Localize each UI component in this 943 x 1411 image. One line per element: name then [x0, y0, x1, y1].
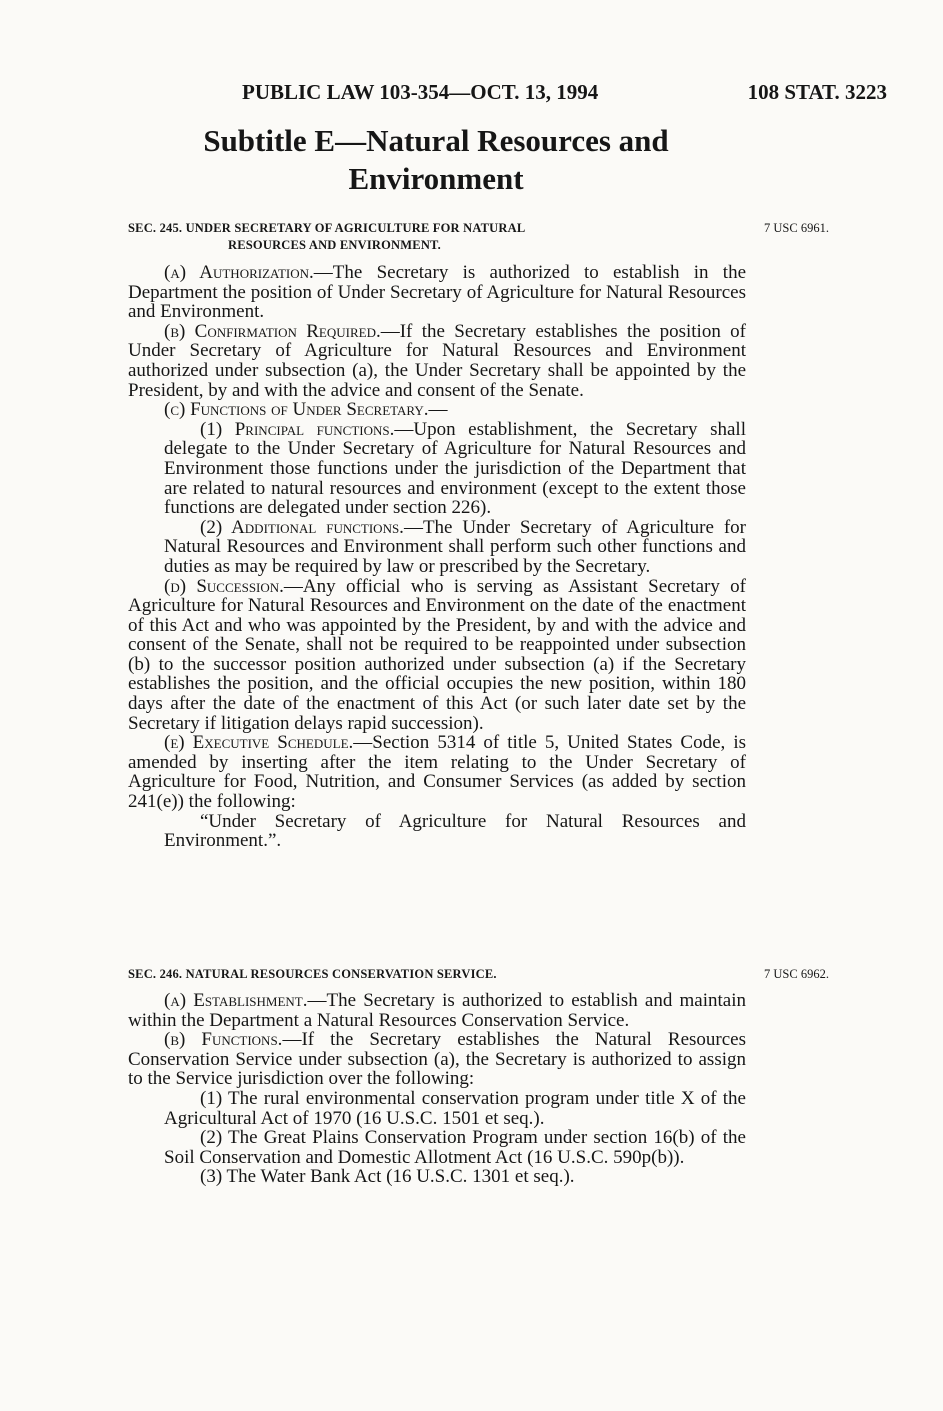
sec246-paragraph-b3: (3) The Water Bank Act (16 U.S.C. 1301 et seq.).	[200, 1166, 575, 1188]
statute-page-number: 108 STAT. 3223	[747, 80, 887, 104]
sec246-paragraph-b1: (1) The rural environmental conservation program under title X of the Agricultural Act of 1970 (16 U.S.C. 1501 et seq.).	[164, 1087, 746, 1129]
subsection-e-quote: “Under Secretary of Agriculture for Natural Resources and Environment.”.	[164, 810, 746, 852]
subsection-b-label: (b) Confirmation Required.	[164, 320, 381, 342]
sec246-subsection-b-label: (b) Functions.	[164, 1029, 283, 1051]
subsection-d	[128, 577, 746, 734]
running-header	[0, 80, 943, 110]
subsection-d-label: (d) Succession.	[164, 575, 284, 597]
subsection-b-text: —If the Secretary establishes the position of Under Secretary of Agriculture for Natural Resources and Environment authorized under subsection (a), the Under Secretary shall be appointed by the President, by and with the advice and consent of the Senate.	[128, 320, 747, 401]
section-246-margin-note: 7 USC 6962.	[764, 967, 829, 981]
subsection-d-text: —Any official who is serving as Assistant Secretary of Agriculture for Natural Resources and Environment on the date of the enactment of this Act and who was appointed by the President, by and with the advice and consent of the Senate, shall not be required to be reappointed under subsection (b) to the successor position authorized under subsection (a) if the Secretary establishes the position, and the official occupies the new position, within 180 days after the date of the enactment of this Act (or such later date set by the Secretary if litigation delays rapid succession).	[128, 575, 746, 734]
subsection-a-text: —The Secretary is authorized to establish in the Department the position of Under Secretary of Agriculture for Natural Resources and Environment.	[128, 262, 747, 323]
subsection-c	[128, 400, 746, 420]
subsection-c-label: (c) Functions of Under Secretary.—	[164, 399, 448, 421]
subsection-e-label: (e) Executive Schedule.	[164, 732, 354, 754]
subtitle-heading	[130, 122, 742, 198]
section-246-body	[128, 991, 746, 1187]
sec246-subsection-b-text: —If the Secretary establishes the Natural Resources Conservation Service under subsection (a), the Secretary is authorized to assign to the Service jurisdiction over the following:	[128, 1029, 746, 1090]
sec246-subsection-b	[128, 1030, 746, 1089]
sec246-subsection-a-text: —The Secretary is authorized to establish and maintain within the Department a Natural Resources Conservation Service.	[128, 990, 746, 1031]
section-246-heading: SEC. 246. NATURAL RESOURCES CONSERVATION SERVICE.	[128, 967, 497, 981]
paragraph-c1-text: —Upon establishment, the Secretary shall delegate to the Under Secretary of Agriculture for Natural Resources and Environment those functions under the jurisdiction of the Department that are related to natural resources and environment (except to the extent those functions are delegated under section 226).	[164, 418, 746, 519]
paragraph-c2	[128, 518, 746, 577]
section-245-margin-note: 7 USC 6961.	[764, 221, 829, 235]
subsection-e	[128, 733, 746, 811]
sec246-paragraph-b2: (2) The Great Plains Conservation Program under section 16(b) of the Soil Conservation and Domestic Allotment Act (16 U.S.C. 590p(b)).	[164, 1127, 746, 1168]
subtitle-line-2: Environment	[348, 161, 524, 196]
paragraph-c1-label: (1) Principal functions.	[200, 418, 395, 440]
sec246-subsection-a	[128, 991, 746, 1030]
subsection-e-text: —Section 5314 of title 5, United States Code, is amended by inserting after the item relating to the Under Secretary of Agriculture for Food, Nutrition, and Consumer Services (as added by section 241(e)) the following:	[128, 732, 746, 813]
sec246-subsection-a-label: (a) Establishment.	[164, 990, 308, 1011]
public-law-citation: PUBLIC LAW 103-354—OCT. 13, 1994	[242, 80, 599, 104]
section-245-heading-line-1: SEC. 245. UNDER SECRETARY OF AGRICULTURE FOR NATURAL	[128, 221, 526, 235]
subsection-a	[128, 263, 746, 322]
section-245-heading-line-2: RESOURCES AND ENVIRONMENT.	[228, 238, 441, 252]
paragraph-c1	[128, 420, 746, 518]
subsection-a-label: (a) Authorization.	[164, 262, 314, 283]
subtitle-line-1: Subtitle E—Natural Resources and	[203, 123, 669, 158]
subsection-b	[128, 322, 746, 400]
section-245-heading	[128, 220, 746, 254]
paragraph-c2-label: (2) Additional functions.	[200, 516, 404, 538]
section-245-body	[128, 263, 746, 851]
paragraph-c2-text: —The Under Secretary of Agriculture for Natural Resources and Environment shall perform such other functions and duties as may be required by law or prescribed by the Secretary.	[164, 516, 747, 577]
